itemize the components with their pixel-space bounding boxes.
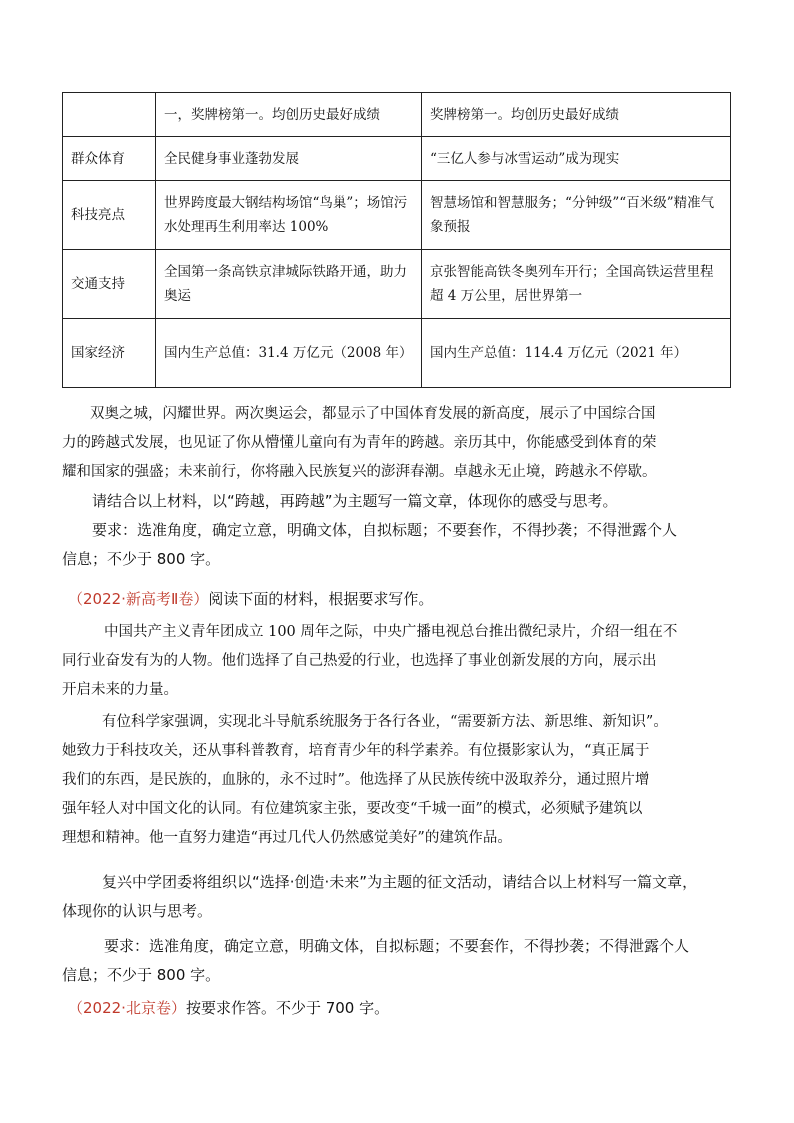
table-cell: “三亿人参与冰雪运动”成为现实 [422,137,731,181]
source-label: （2022·北京卷） [68,999,186,1017]
table-row-header: 交通支持 [63,250,156,319]
source-label: （2022·新高考Ⅱ卷） [68,590,209,608]
question-text: 阅读下面的材料，根据要求写作。 [208,590,434,608]
text-line: 她致力于科技攻关，还从事科普教育，培育青少年的科学素养。有位摄影家认为，“真正属于 [62,743,650,759]
material-paragraph-olympics [62,400,732,487]
text-line: 信息；不少于 800 字。 [62,966,221,984]
table-row [63,137,731,181]
text-line: 要求：选准角度，确定立意，明确文体，自拟标题；不要套作，不得抄袭；不得泄露个人 [92,521,678,539]
text-line: 强年轻人对中国文化的认同。有位建筑家主张，要改变“千城一面”的模式，必须赋予建筑以 [62,801,643,817]
text-line: 理想和精神。他一直努力建造“再过几代人仍然感觉美好”的建筑作品。 [62,830,512,846]
text-line: 双奥之城，闪耀世界。两次奥运会，都显示了中国体育发展的新高度，展示了中国综合国 [90,406,656,422]
table-cell: 一，奖牌榜第一。均创历史最好成绩 [156,93,422,137]
table-row [63,319,731,388]
table-row-header: 群众体育 [63,137,156,181]
material-paragraph-youth-league [62,618,732,705]
question-text: 按要求作答。不少于 700 字。 [185,999,390,1017]
table-row [63,181,731,250]
writing-prompt: 请结合以上材料，以“跨越，再跨越”为主题写一篇文章，体现你的感受与思考。 [92,492,618,510]
table-row [63,93,731,137]
text-line: 同行业奋发有为的人物。他们选择了自己热爱的行业，也选择了事业创新发展的方向，展示出 [62,653,657,669]
table-cell: 国内生产总值：31.4 万亿元（2008 年） [156,319,422,388]
text-line: 要求：选准角度，确定立意，明确文体，自拟标题；不要套作，不得抄袭；不得泄露个人 [104,937,690,955]
text-line: 体现你的认识与思考。 [62,902,213,920]
material-paragraph-people [62,708,732,853]
writing-requirements-2 [62,932,732,990]
text-line: 耀和国家的强盛；未来前行，你将融入民族复兴的澎湃春潮。卓越永无止境，跨越永不停歇。 [62,464,657,480]
text-line: 信息；不少于 800 字。 [62,550,221,568]
table-cell: 国内生产总值：114.4 万亿元（2021 年） [422,319,731,388]
text-line: 中国共产主义青年团成立 100 周年之际，中央广播电视总台推出微纪录片，介绍一组在不 [104,624,678,640]
table-cell: 全国第一条高铁京津城际铁路开通，助力奥运 [156,250,422,319]
table-cell: 京张智能高铁冬奥列车开行；全国高铁运营里程超 4 万公里，居世界第一 [422,250,731,319]
text-line: 力的跨越式发展，也见证了你从懵懂儿童向有为青年的跨越。亲历其中，你能感受到体育的荣 [62,435,657,451]
text-line: 复兴中学团委将组织以“选择·创造·未来”为主题的征文活动，请结合以上材料写一篇文章， [102,873,698,891]
table-cell: 智慧场馆和智慧服务；“分钟级”“百米级”精准气象预报 [422,181,731,250]
question-heading-3 [68,994,738,1023]
writing-prompt-2 [62,868,732,926]
writing-requirements [62,516,732,574]
text-line: 有位科学家强调，实现北斗导航系统服务于各行各业，“需要新方法、新思维、新知识”。 [102,714,668,730]
text-line: 开启未来的力量。 [62,682,178,698]
text-line: 我们的东西，是民族的，血脉的，永不过时”。他选择了从民族传统中汲取养分，通过照片增 [62,772,650,788]
table-cell [63,93,156,137]
question-heading-2 [68,585,738,614]
table-cell: 奖牌榜第一。均创历史最好成绩 [422,93,731,137]
table-cell: 世界跨度最大钢结构场馆“鸟巢”；场馆污水处理再生利用率达 100% [156,181,422,250]
table-row [63,250,731,319]
table-cell: 全民健身事业蓬勃发展 [156,137,422,181]
table-row-header: 科技亮点 [63,181,156,250]
table-row-header: 国家经济 [63,319,156,388]
olympics-comparison-table [62,92,731,388]
